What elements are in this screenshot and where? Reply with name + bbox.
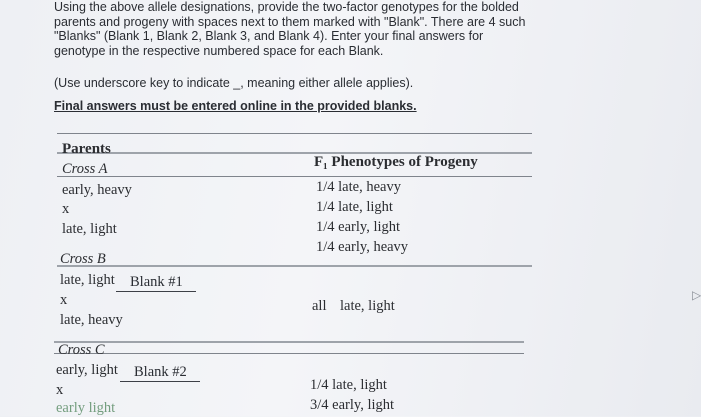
cross-c-top-rule (54, 353, 524, 354)
header-bottom-rule (57, 176, 532, 177)
instruction-line: genotype in the respective numbered space for each Blank. (54, 43, 384, 58)
blank-1-field[interactable]: Blank #1 (116, 274, 196, 292)
cross-a-label: Cross A (62, 161, 108, 177)
cross-c-label: Cross C (58, 342, 105, 358)
cross-a-x: x (62, 201, 70, 217)
instructions-paragraph (54, 0, 554, 58)
instruction-line: "Blanks" (Blank 1, Blank 2, Blank 3, and Blank 4). Enter your final answers for (54, 29, 484, 43)
page-edge-arrow-icon: ▷ (692, 288, 701, 302)
cross-c-x: x (56, 382, 64, 398)
cross-b-label: Cross B (60, 251, 106, 267)
progeny-header: F₁ Phenotypes of Progeny (314, 154, 478, 170)
cross-b-bottom-rule (54, 341, 524, 343)
table-top-rule (57, 133, 532, 134)
instruction-line: parents and progeny with spaces next to them marked with "Blank". There are 4 such (54, 14, 526, 29)
cross-a-progeny-2: 1/4 late, light (316, 199, 393, 215)
blank-2-field[interactable]: Blank #2 (120, 364, 200, 382)
cross-b-parent1: late, light (60, 272, 115, 288)
cross-a-progeny-3: 1/4 early, light (316, 219, 401, 235)
cross-b-parent2: late, heavy (60, 312, 123, 328)
cross-a-parent1: early, heavy (62, 182, 132, 198)
cross-a-parent2: late, light (62, 221, 117, 237)
cross-c-progeny-1: 1/4 late, light (310, 377, 387, 393)
cross-a-bottom-rule (57, 265, 532, 267)
final-answers-note: Final answers must be entered online in the provided blanks. (54, 99, 417, 113)
cross-b-progeny-prefix: all (312, 298, 327, 314)
cross-c-parent2: early light (56, 400, 116, 416)
underscore-note: (Use underscore key to indicate _, meaning either allele applies). (54, 76, 414, 90)
cross-c-parent1: early, light (56, 362, 118, 378)
instruction-line: Using the above allele designations, provide the two-factor genotypes for the bolded (54, 0, 519, 14)
cross-b-x: x (60, 292, 68, 308)
cross-b-progeny: late, light (340, 298, 395, 314)
parents-header: Parents (62, 141, 111, 157)
cross-a-progeny-4: 1/4 early, heavy (316, 239, 409, 255)
cross-c-progeny-2: 3/4 early, light (310, 397, 395, 413)
cross-a-progeny-1: 1/4 late, heavy (316, 179, 401, 195)
